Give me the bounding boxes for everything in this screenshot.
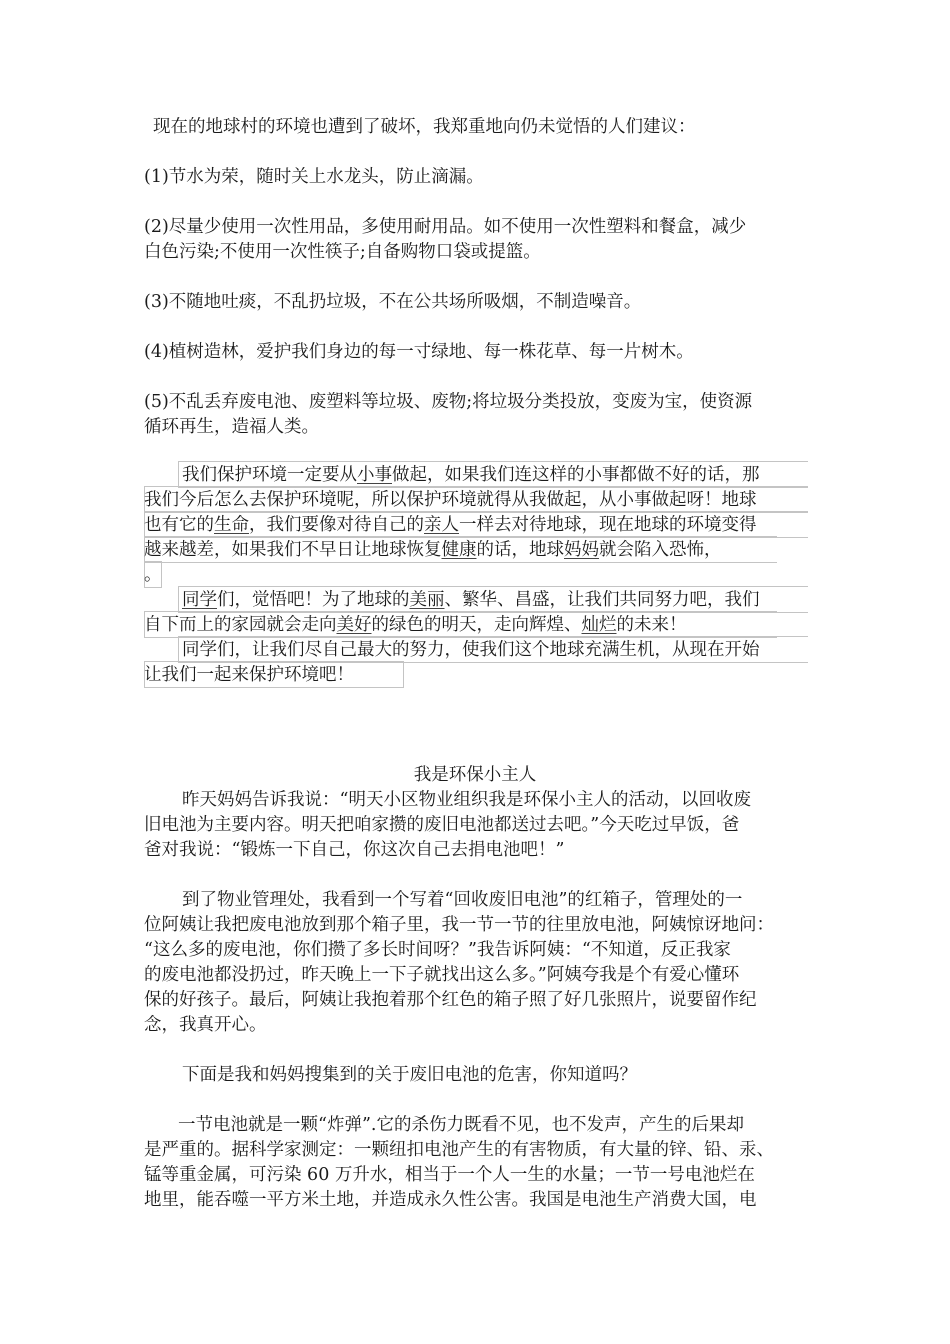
suggestion-1: (1)节水为荣，随时关上水龙头，防止滴漏。 (144, 167, 484, 187)
article-p1-line-3: 爸对我说：“锻炼一下自己，你这次自己去捐电池吧！” (144, 840, 565, 860)
paragraph-2-line-4: 越来越差，如果我们不早日让地球恢复健康的话，地球妈妈就会陷入恐怖， (144, 540, 722, 560)
article-p3-line-1: 下面是我和妈妈搜集到的关于废旧电池的危害，你知道吗？ (182, 1065, 637, 1085)
suggestion-4: (4)植树造林，爱护我们身边的每一寸绿地、每一株花草、每一片树木。 (144, 342, 694, 362)
suggestion-5-line-1: (5)不乱丢弃废电池、废塑料等垃圾、废物;将垃圾分类投放，变废为宝，使资源 (144, 392, 753, 412)
article-p2-line-6: 念，我真开心。 (144, 1015, 267, 1035)
paragraph-4-line-1: 同学们，让我们尽自己最大的努力，使我们这个地球充满生机，从现在开始 (182, 640, 760, 660)
article-p2-line-1: 到了物业管理处，我看到一个写着“回收废旧电池”的红箱子，管理处的一 (182, 890, 743, 910)
paragraph-2-line-5: 。 (144, 565, 162, 585)
suggestion-5-line-2: 循环再生，造福人类。 (144, 417, 319, 437)
intro-line: 现在的地球村的环境也遭到了破坏，我郑重地向仍未觉悟的人们建议： (153, 117, 696, 137)
article-p1-line-1: 昨天妈妈告诉我说：“明天小区物业组织我是环保小主人的活动，以回收废 (182, 790, 751, 810)
suggestion-3: (3)不随地吐痰，不乱扔垃圾，不在公共场所吸烟，不制造噪音。 (144, 292, 642, 312)
article-p1-line-2: 旧电池为主要内容。明天把咱家攒的废旧电池都送过去吧。”今天吃过早饭，爸 (144, 815, 740, 835)
paragraph-2-line-1: 我们保护环境一定要从小事做起，如果我们连这样的小事都做不好的话，那 (182, 465, 760, 485)
article-p4-line-3: 锰等重金属，可污染 60 万升水，相当于一个人一生的水量；一节一号电池烂在 (144, 1165, 755, 1185)
paragraph-2-line-2: 我们今后怎么去保护环境呢，所以保护环境就得从我做起，从小事做起呀！地球 (144, 490, 757, 510)
article-title: 我是环保小主人 (413, 765, 537, 785)
article-p2-line-2: 位阿姨让我把废电池放到那个箱子里，我一节一节的往里放电池，阿姨惊讶地问： (144, 915, 774, 935)
article-p2-line-4: 的废电池都没扔过，昨天晚上一下子就找出这么多。”阿姨夸我是个有爱心懂环 (144, 965, 740, 985)
article-p4-line-1: 一节电池就是一颗“炸弹”.它的杀伤力既看不见，也不发声，产生的后果却 (178, 1115, 744, 1135)
paragraph-3-line-2: 自下而上的家园就会走向美好的绿色的明天，走向辉煌、灿烂的未来！ (144, 615, 687, 635)
article-p2-line-3: “这么多的废电池，你们攒了多长时间呀？”我告诉阿姨：“不知道，反正我家 (144, 940, 731, 960)
paragraph-4-line-2: 让我们一起来保护环境吧！ (144, 665, 354, 685)
suggestion-2-line-1: (2)尽量少使用一次性用品，多使用耐用品。如不使用一次性塑料和餐盒，减少 (144, 217, 747, 237)
article-p4-line-2: 是严重的。据科学家测定：一颗纽扣电池产生的有害物质，有大量的锌、铅、汞、 (144, 1140, 774, 1160)
paragraph-2-line-3: 也有它的生命，我们要像对待自己的亲人一样去对待地球，现在地球的环境变得 (144, 515, 757, 535)
suggestion-2-line-2: 白色污染;不使用一次性筷子;自备购物口袋或提篮。 (144, 242, 541, 262)
article-p4-line-4: 地里，能吞噬一平方米土地，并造成永久性公害。我国是电池生产消费大国，电 (144, 1190, 757, 1210)
paragraph-3-line-1: 同学们，觉悟吧！为了地球的美丽、繁华、昌盛，让我们共同努力吧，我们 (182, 590, 760, 610)
article-p2-line-5: 保的好孩子。最后，阿姨让我抱着那个红色的箱子照了好几张照片，说要留作纪 (144, 990, 757, 1010)
